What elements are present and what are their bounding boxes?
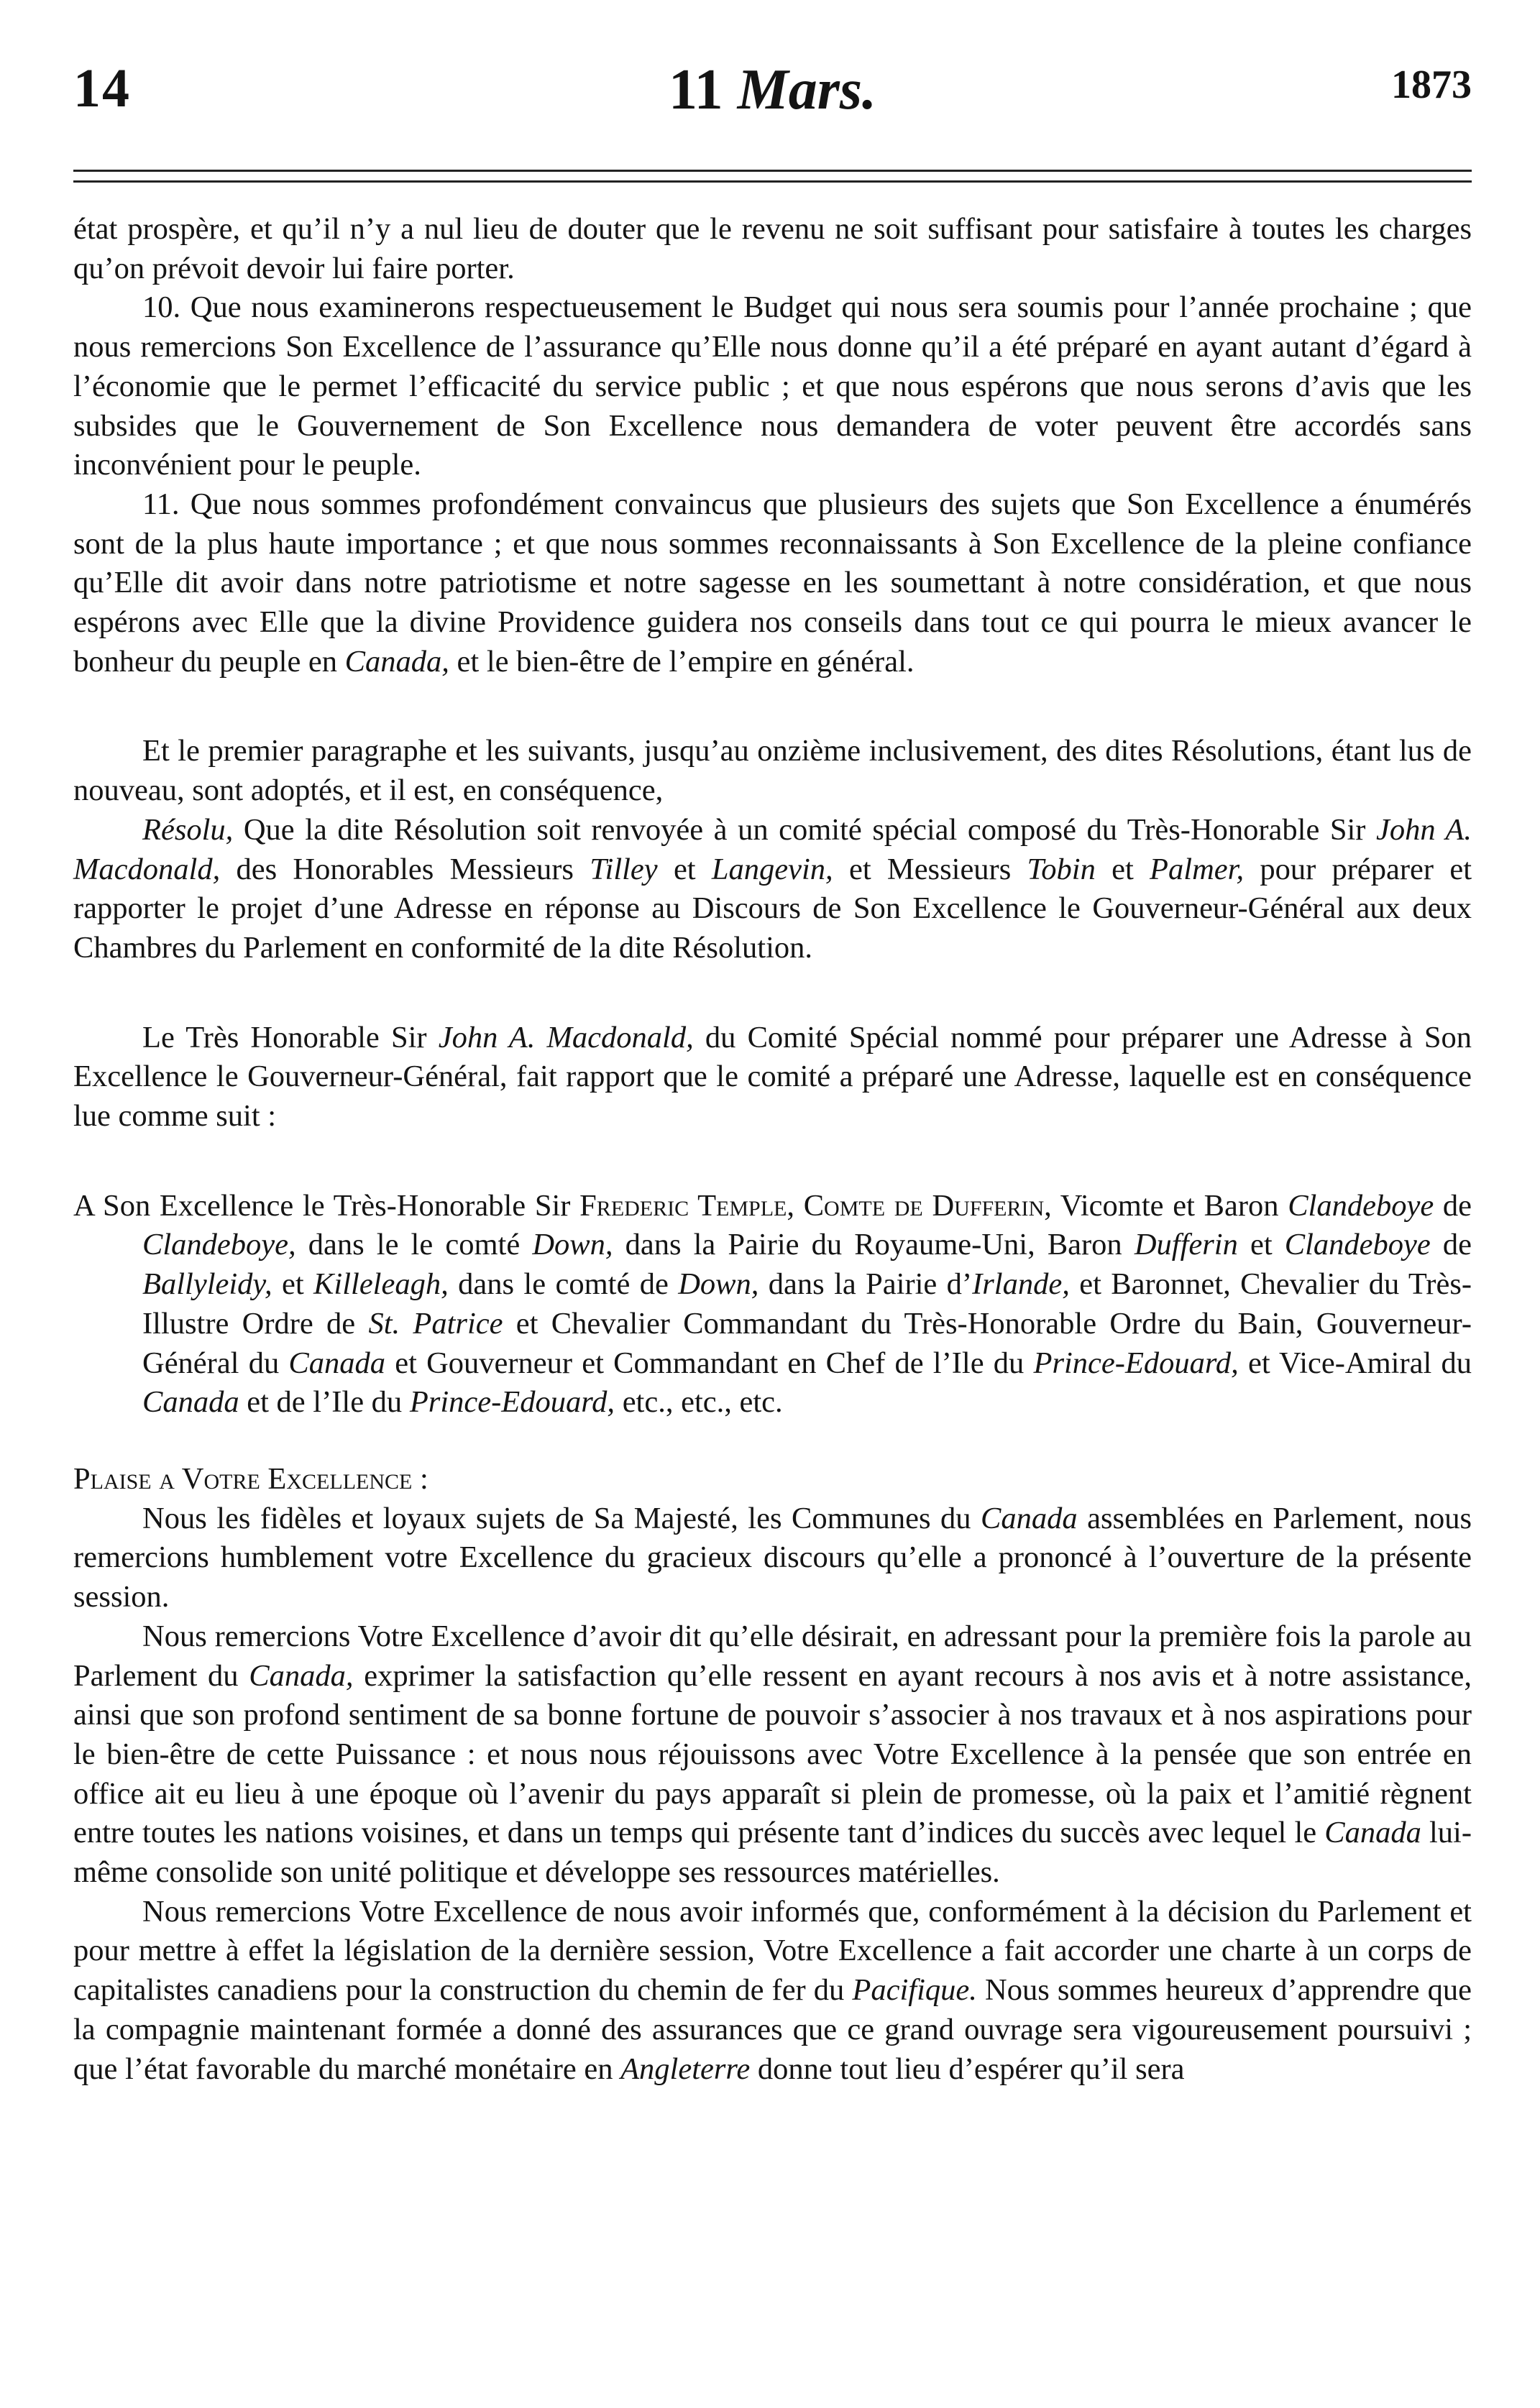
address-paragraph-1: Nous les fidèles et loyaux sujets de Sa Majesté, les Communes du Canada assemblées en Parlement, nous remercions humblement votre Excellence du gracieux discours qu’elle a prononcé à l’ouverture de la présente session. bbox=[73, 1501, 1472, 1614]
paragraph-10: 10. Que nous examinerons respectueusement le Budget qui nous sera soumis pour l’année prochaine ; que nous remercions Son Excellence de l’assurance qu’Elle nous donne qu’il a été préparé en ayant autant d’égard à l’économie que le permet l’efficacité du service public ; et que nous espérons que nous serons d’avis que les subsides que le Gouvernement de Son Excellence nous demandera de voter peuvent être accordés sans inconvénient pour le peuple. bbox=[73, 290, 1472, 482]
date-day: 11 bbox=[669, 58, 723, 121]
paragraph-adoption: Et le premier paragraphe et les suivants, jusqu’au onzième inclusivement, des dites Résolutions, étant lus de nouveau, sont adoptés, et il est, en conséquence, bbox=[73, 734, 1472, 808]
page-number: 14 bbox=[73, 58, 131, 119]
paragraph-committee-report: Le Très Honorable Sir John A. Macdonald, du Comité Spécial nommé pour préparer une Adresse à Son Excellence le Gouverneur-Général, fait rapport que le comité a préparé une Adresse, laquelle est en conséquence lue comme suit : bbox=[73, 1020, 1472, 1134]
salutation: Plaise a Votre Excellence : bbox=[73, 1461, 428, 1496]
page-year: 1873 bbox=[1391, 63, 1472, 107]
paragraph-11: 11. Que nous sommes profondément convaincus que plusieurs des sujets que Son Excellence a énumérés sont de la plus haute importance ; et que nous sommes reconnaissants à Son Excellence de la pleine confiance qu’Elle dit avoir dans notre patriotisme et notre sagesse en les soumettant à notre considération, et que nous espérons avec Elle que la divine Providence guidera nos conseils dans tout ce qui pourra le mieux avancer le bonheur du peuple en Canada, et le bien-être de l’empire en général. bbox=[73, 487, 1472, 679]
paragraph-resolution: Résolu, Que la dite Résolution soit renvoyée à un comité spécial composé du Très-Honorable Sir John A. Macdonald, des Honorables Messieurs Tilley et Langevin, et Messieurs Tobin et Palmer, pour préparer et rapporter le projet d’une Adresse en réponse au Discours de Son Excellence le Gouverneur-Général aux deux Chambres du Parlement en conformité de la dite Résolution. bbox=[73, 812, 1472, 965]
address-dedication: A Son Excellence le Très-Honorable Sir Frederic Temple, Comte de Dufferin, Vicomte et Baron Clandeboye de Clandeboye, dans le le comté Down, dans la Pairie du Royaume-Uni, Baron Dufferin et Clandeboye de Ballyleidy, et Killeleagh, dans le comté de Down, dans la Pairie d’Irlande, et Baronnet, Chevalier du Très-Illustre Ordre de St. Patrice et Chevalier Commandant du Très-Honorable Ordre du Bain, Gouverneur-Général du Canada et Gouverneur et Commandant en Chef de l’Ile du Prince-Edouard, et Vice-Amiral du Canada et de l’Ile du Prince-Edouard, etc., etc., etc. bbox=[73, 1188, 1472, 1420]
address-paragraph-3: Nous remercions Votre Excellence de nous avoir informés que, conformément à la décision du Parlement et pour mettre à effet la législation de la dernière session, Votre Excellence a fait accorder une charte à un corps de capitalistes canadiens pour la construction du chemin de fer du Pacifique. Nous sommes heureux d’apprendre que la compagnie maintenant formée a donné des assurances que ce grand ouvrage sera vigoureusement poursuivi ; que l’état favorable du marché monétaire en Angleterre donne tout lieu d’espérer qu’il sera bbox=[73, 1894, 1472, 2086]
header-double-rule bbox=[73, 170, 1472, 183]
address-paragraph-2: Nous remercions Votre Excellence d’avoir dit qu’elle désirait, en adressant pour la première fois la parole au Parlement du Canada, exprimer la satisfaction qu’elle ressent en ayant recours à nos avis et à notre assistance, ainsi que son profond sentiment de sa bonne fortune de pouvoir s’associer à nos travaux et à nos aspirations pour le bien-être de cette Puissance : et nous nous réjouissons avec Votre Excellence à la pensée que son entrée en office ait eu lieu à une époque où l’avenir du pays apparaît si plein de promesse, où la paix et l’amitié règnent entre toutes les nations voisines, et dans un temps qui présente tant d’indices du succès avec lequel le Canada lui-même consolide son unité politique et développe ses ressources matérielles. bbox=[73, 1619, 1472, 1890]
body-text bbox=[73, 210, 1472, 2089]
page-header bbox=[73, 58, 1472, 137]
date-month: Mars. bbox=[737, 58, 876, 121]
paragraph-continuation: état prospère, et qu’il n’y a nul lieu de douter que le revenu ne soit suffisant pour satisfaire à toutes les charges qu’on prévoit devoir lui faire porter. bbox=[73, 212, 1472, 285]
page-date-title bbox=[73, 58, 1472, 123]
